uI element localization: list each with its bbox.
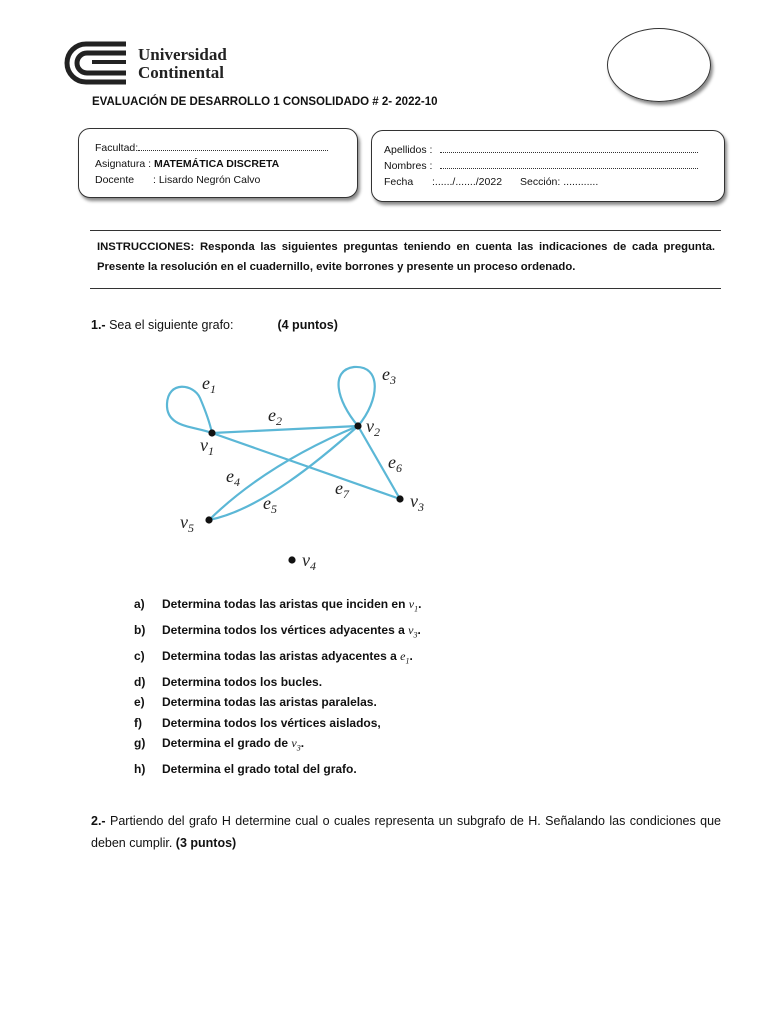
graph-figure bbox=[150, 360, 450, 575]
item-letter: h) bbox=[134, 762, 146, 777]
item-end: . bbox=[418, 597, 422, 611]
vertex-v5 bbox=[205, 516, 212, 523]
item-text: Determina todos los bucles. bbox=[162, 674, 323, 689]
label-e7: $e_7$ bbox=[335, 478, 349, 501]
item-letter: e) bbox=[134, 695, 145, 710]
question-item bbox=[134, 759, 694, 780]
question-1-points: (4 puntos) bbox=[277, 318, 338, 332]
item-math-sub: 3 bbox=[296, 743, 301, 753]
label-e5: $e_5$ bbox=[263, 493, 277, 516]
label-e1: $e_1$ bbox=[202, 373, 216, 396]
item-math-sub: 1 bbox=[405, 656, 410, 666]
item-letter: c) bbox=[134, 648, 145, 663]
fecha-label: Fecha bbox=[384, 176, 414, 188]
question-2-text: Partiendo del grafo H determine cual o cuales representa un subgrafo de H. Señalando las condiciones que deben cumplir. bbox=[91, 814, 721, 850]
question-1-items bbox=[134, 594, 694, 780]
apellidos-label: Apellidos : bbox=[384, 144, 433, 156]
label-e3: $e_3$ bbox=[382, 364, 396, 387]
question-2-number: 2.- bbox=[91, 814, 106, 828]
asignatura-row bbox=[95, 156, 355, 172]
question-item bbox=[134, 672, 694, 693]
item-text: Determina todos los vértices aislados, bbox=[162, 715, 381, 730]
facultad-row bbox=[95, 140, 355, 156]
question-item bbox=[134, 594, 694, 620]
edge-e7 bbox=[212, 433, 400, 499]
question-item bbox=[134, 692, 694, 713]
fecha-field[interactable]: :....../......./2022 bbox=[432, 176, 503, 188]
question-item bbox=[134, 733, 694, 759]
edge-e2 bbox=[212, 426, 358, 433]
item-end: . bbox=[300, 736, 305, 751]
item-math-var: v bbox=[408, 622, 414, 637]
item-math-sub: 1 bbox=[414, 604, 419, 614]
item-math-var: e bbox=[400, 648, 406, 663]
item-text: Determina todos los vértices adyacentes a bbox=[162, 622, 409, 637]
item-letter: a) bbox=[134, 597, 145, 611]
university-logo-icon bbox=[62, 40, 130, 86]
fecha-row bbox=[384, 174, 720, 190]
instructions-text: INSTRUCCIONES: Responda las siguientes preguntas teniendo en cuenta las indicaciones de cada pregunta. Presente la resolución en el cuadernillo, evite borrones y presente un proceso ordenado. bbox=[97, 241, 715, 273]
item-math-sub: 3 bbox=[413, 630, 418, 640]
item-text: Determina todas las aristas paralelas. bbox=[162, 695, 377, 710]
item-letter: b) bbox=[134, 622, 146, 637]
asignatura-value: MATEMÁTICA DISCRETA bbox=[153, 158, 280, 170]
item-text: Determina el grado total del grafo. bbox=[162, 762, 357, 777]
grade-oval bbox=[607, 28, 711, 102]
item-math-var: v bbox=[408, 597, 415, 611]
instructions-top-rule bbox=[90, 230, 721, 231]
label-e4: $e_4$ bbox=[226, 466, 240, 489]
vertex-v3 bbox=[396, 495, 403, 502]
facultad-label: Facultad: bbox=[95, 142, 139, 154]
item-text: Determina todas las aristas adyacentes a bbox=[162, 648, 401, 663]
vertex-v1 bbox=[208, 429, 215, 436]
page-title: EVALUACIÓN DE DESARROLLO 1 CONSOLIDADO # 2- 2022-10 bbox=[92, 96, 438, 108]
item-letter: g) bbox=[134, 736, 146, 751]
apellidos-field[interactable] bbox=[440, 143, 698, 153]
instructions-bottom-rule bbox=[90, 288, 721, 289]
question-item bbox=[134, 646, 694, 672]
item-letter: d) bbox=[134, 674, 146, 689]
docente-value: : Lisardo Negrón Calvo bbox=[153, 174, 261, 186]
apellidos-row bbox=[384, 142, 720, 158]
student-info-box bbox=[371, 130, 725, 202]
item-letter: f) bbox=[134, 715, 142, 730]
logo-name-line1: Universidad bbox=[138, 45, 227, 64]
label-v4: $v_4$ bbox=[302, 550, 316, 573]
docente-label: Docente bbox=[95, 174, 135, 186]
question-2-points: (3 puntos) bbox=[175, 836, 237, 850]
item-end: . bbox=[409, 648, 413, 663]
label-v1: $v_1$ bbox=[200, 435, 214, 458]
question-1-header bbox=[91, 318, 338, 332]
question-item bbox=[134, 620, 694, 646]
question-1-number: 1.- bbox=[91, 318, 106, 332]
seccion-field[interactable]: ............ bbox=[563, 176, 599, 188]
label-v3: $v_3$ bbox=[410, 491, 424, 514]
label-e2: $e_2$ bbox=[268, 405, 282, 428]
label-v2: $v_2$ bbox=[366, 416, 380, 439]
item-math-var: v bbox=[291, 736, 297, 751]
label-v5: $v_5$ bbox=[180, 512, 194, 535]
nombres-field[interactable] bbox=[440, 159, 698, 169]
seccion-label: Sección: bbox=[520, 176, 561, 188]
question-2 bbox=[91, 810, 721, 854]
vertex-v2 bbox=[354, 422, 361, 429]
asignatura-label: Asignatura : bbox=[95, 158, 152, 170]
docente-row bbox=[95, 172, 355, 188]
vertex-v4 bbox=[288, 556, 295, 563]
item-text: Determina el grado de bbox=[162, 736, 292, 751]
item-end: . bbox=[417, 622, 421, 637]
logo-name-line2: Continental bbox=[138, 63, 224, 82]
facultad-field[interactable] bbox=[138, 141, 328, 151]
edge-e1 bbox=[167, 387, 212, 433]
item-text: Determina todas las aristas que inciden en bbox=[162, 597, 409, 611]
nombres-label: Nombres : bbox=[384, 160, 433, 172]
nombres-row bbox=[384, 158, 720, 174]
course-info-box bbox=[78, 128, 358, 198]
label-e6: $e_6$ bbox=[388, 452, 402, 475]
question-item bbox=[134, 713, 694, 734]
question-1-text: Sea el siguiente grafo: bbox=[109, 318, 234, 332]
